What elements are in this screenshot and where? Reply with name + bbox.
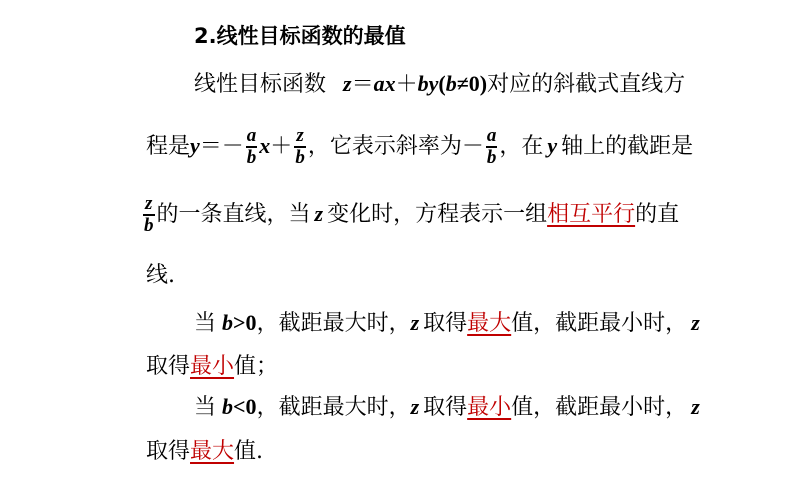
text: 取得 <box>423 395 468 420</box>
text: 的一条直线，当 <box>156 202 311 227</box>
answer-min: 最小 <box>467 395 512 420</box>
text: 值； <box>234 354 279 379</box>
math-var: ax <box>373 71 396 96</box>
math-var: z <box>691 394 700 419</box>
answer-min: 最小 <box>190 354 235 379</box>
frac-numerator: z <box>294 126 306 148</box>
math-op: ＝ <box>351 72 374 97</box>
text: ，它表示斜率为－ <box>307 134 484 159</box>
p3-line-2 <box>146 438 263 466</box>
p1-line-4: 线. <box>146 263 175 288</box>
math-var: x <box>259 133 271 158</box>
text: 取得 <box>146 439 191 464</box>
text: 当 <box>194 395 217 420</box>
frac-numerator: a <box>486 125 497 146</box>
math-var: by <box>417 71 439 96</box>
text: ，截距最大时， <box>256 395 411 420</box>
p2-line-1 <box>194 309 700 338</box>
p3-line-1 <box>194 393 700 422</box>
frac-denominator: b <box>295 147 305 168</box>
math-var: z <box>343 71 352 96</box>
math-var: b <box>222 310 234 335</box>
text: 值，截距最小时， <box>511 311 688 336</box>
text: ，截距最大时， <box>256 311 411 336</box>
text: 取得 <box>146 354 191 379</box>
text: 取得 <box>423 311 468 336</box>
text: 值. <box>234 439 264 464</box>
p1-line-1 <box>194 70 685 99</box>
math-op: ( <box>438 71 446 96</box>
math-var: z <box>314 201 324 226</box>
math-op: ＋ <box>270 134 293 159</box>
fraction-z-over-b <box>294 126 306 168</box>
text: 程是 <box>146 134 191 159</box>
math-op: >0 <box>233 310 257 335</box>
math-op: ＋ <box>395 72 418 97</box>
answer-max: 最大 <box>190 439 235 464</box>
answer-max: 最大 <box>467 311 512 336</box>
section-heading: 2.线性目标函数的最值 <box>194 24 406 48</box>
math-var: b <box>445 71 457 96</box>
frac-numerator: a <box>246 125 257 146</box>
math-var: b <box>222 394 234 419</box>
math-op: <0 <box>233 394 257 419</box>
math-var: z <box>410 394 420 419</box>
text: 线性目标函数 <box>194 72 327 97</box>
frac-numerator: z <box>143 194 155 216</box>
answer-parallel: 相互平行 <box>547 202 636 227</box>
text: ，在 <box>499 134 544 159</box>
math-var: y <box>190 133 200 158</box>
frac-denominator: b <box>144 215 154 236</box>
p1-line-2 <box>146 126 693 168</box>
fraction-a-over-b <box>246 126 258 168</box>
text: 当 <box>194 311 217 336</box>
fraction-a-over-b-slope <box>486 126 498 168</box>
math-op: ＝－ <box>199 134 244 159</box>
text: 值，截距最小时， <box>511 395 688 420</box>
frac-denominator: b <box>246 147 257 168</box>
math-var: z <box>691 310 700 335</box>
text: 轴上的截距是 <box>561 134 694 159</box>
math-op: ≠0) <box>456 71 488 96</box>
math-var: z <box>410 310 420 335</box>
fraction-z-over-b-intercept <box>143 194 155 236</box>
text: 变化时，方程表示一组 <box>327 202 548 227</box>
math-var: y <box>547 133 558 158</box>
text: 的直 <box>635 202 680 227</box>
p2-line-2 <box>146 353 278 381</box>
frac-denominator: b <box>486 147 497 168</box>
p1-line-3 <box>143 194 679 236</box>
text: 对应的斜截式直线方 <box>487 72 686 97</box>
